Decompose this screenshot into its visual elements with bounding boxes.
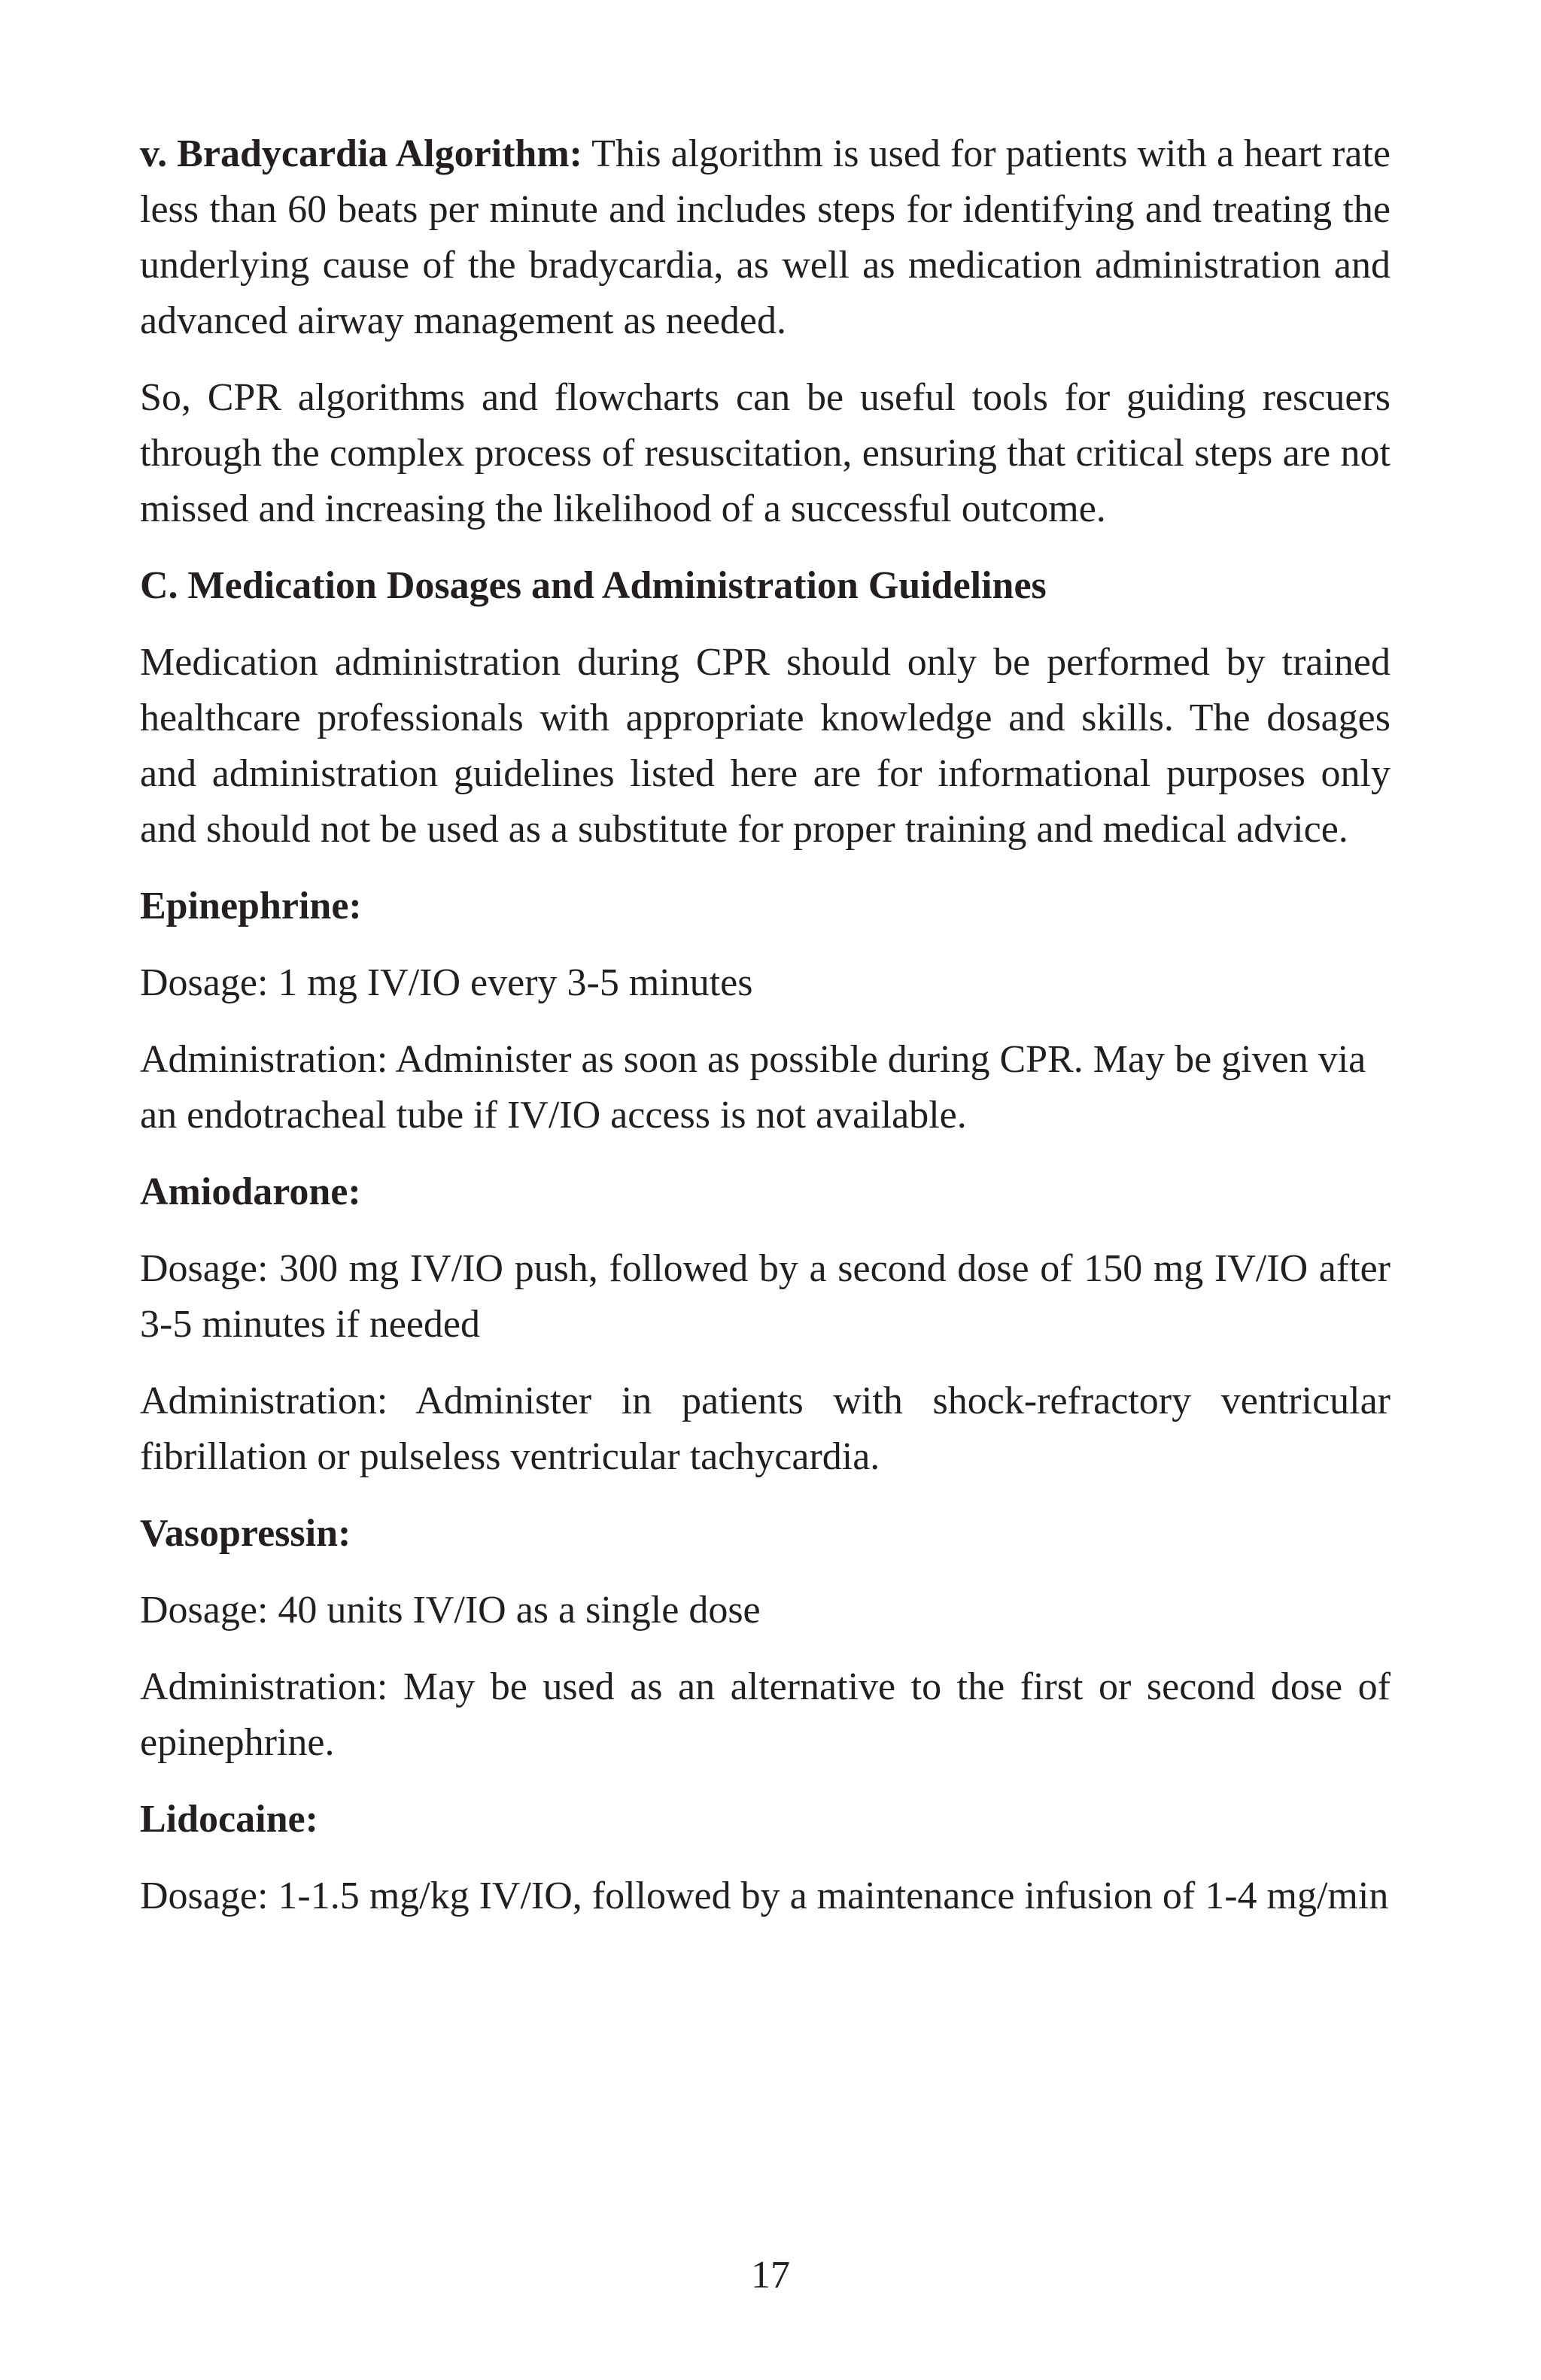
bradycardia-text: This algorithm is used for patients with a heart rate less than 60 beats per minute and includes steps for identifying and treating the underlying cause of the bradycardia, as well as medication administration and advanced airway management as needed.	[140, 132, 1391, 342]
vasopressin-administration: Administration: May be used as an alternative to the first or second dose of epinephrine.	[140, 1665, 1391, 1764]
vasopressin-heading: Vasopressin:	[140, 1512, 351, 1555]
lidocaine-dosage: Dosage: 1-1.5 mg/kg IV/IO, followed by a maintenance infusion of 1-4 mg/min	[140, 1875, 1389, 1917]
bradycardia-paragraph	[140, 126, 1391, 349]
summary-paragraph: So, CPR algorithms and flowcharts can be useful tools for guiding rescuers through the complex process of resuscitation, ensuring that critical steps are not missed and increasing the likelihood of a successful outcome.	[140, 376, 1391, 530]
bradycardia-label: v. Bradycardia Algorithm:	[140, 132, 582, 175]
epinephrine-administration: Administration: Administer as soon as possible during CPR. May be given via an endotracheal tube if IV/IO access is not available.	[140, 1038, 1366, 1137]
page-number: 17	[751, 2254, 790, 2297]
amiodarone-dosage: Dosage: 300 mg IV/IO push, followed by a second dose of 150 mg IV/IO after 3-5 minutes if needed	[140, 1247, 1391, 1346]
section-c-intro: Medication administration during CPR should only be performed by trained healthcare professionals with appropriate knowledge and skills. The dosages and administration guidelines listed here are for informational purposes only and should not be used as a substitute for proper training and medical advice.	[140, 641, 1391, 851]
epinephrine-heading: Epinephrine:	[140, 885, 362, 927]
epinephrine-dosage: Dosage: 1 mg IV/IO every 3-5 minutes	[140, 961, 753, 1004]
section-c-heading: C. Medication Dosages and Administration Guidelines	[140, 564, 1047, 607]
amiodarone-administration: Administration: Administer in patients with shock-refractory ventricular fibrillation or pulseless ventricular tachycardia.	[140, 1380, 1391, 1478]
vasopressin-dosage: Dosage: 40 units IV/IO as a single dose	[140, 1589, 761, 1632]
amiodarone-heading: Amiodarone:	[140, 1170, 361, 1213]
page-content	[140, 126, 1391, 1945]
lidocaine-heading: Lidocaine:	[140, 1798, 318, 1841]
